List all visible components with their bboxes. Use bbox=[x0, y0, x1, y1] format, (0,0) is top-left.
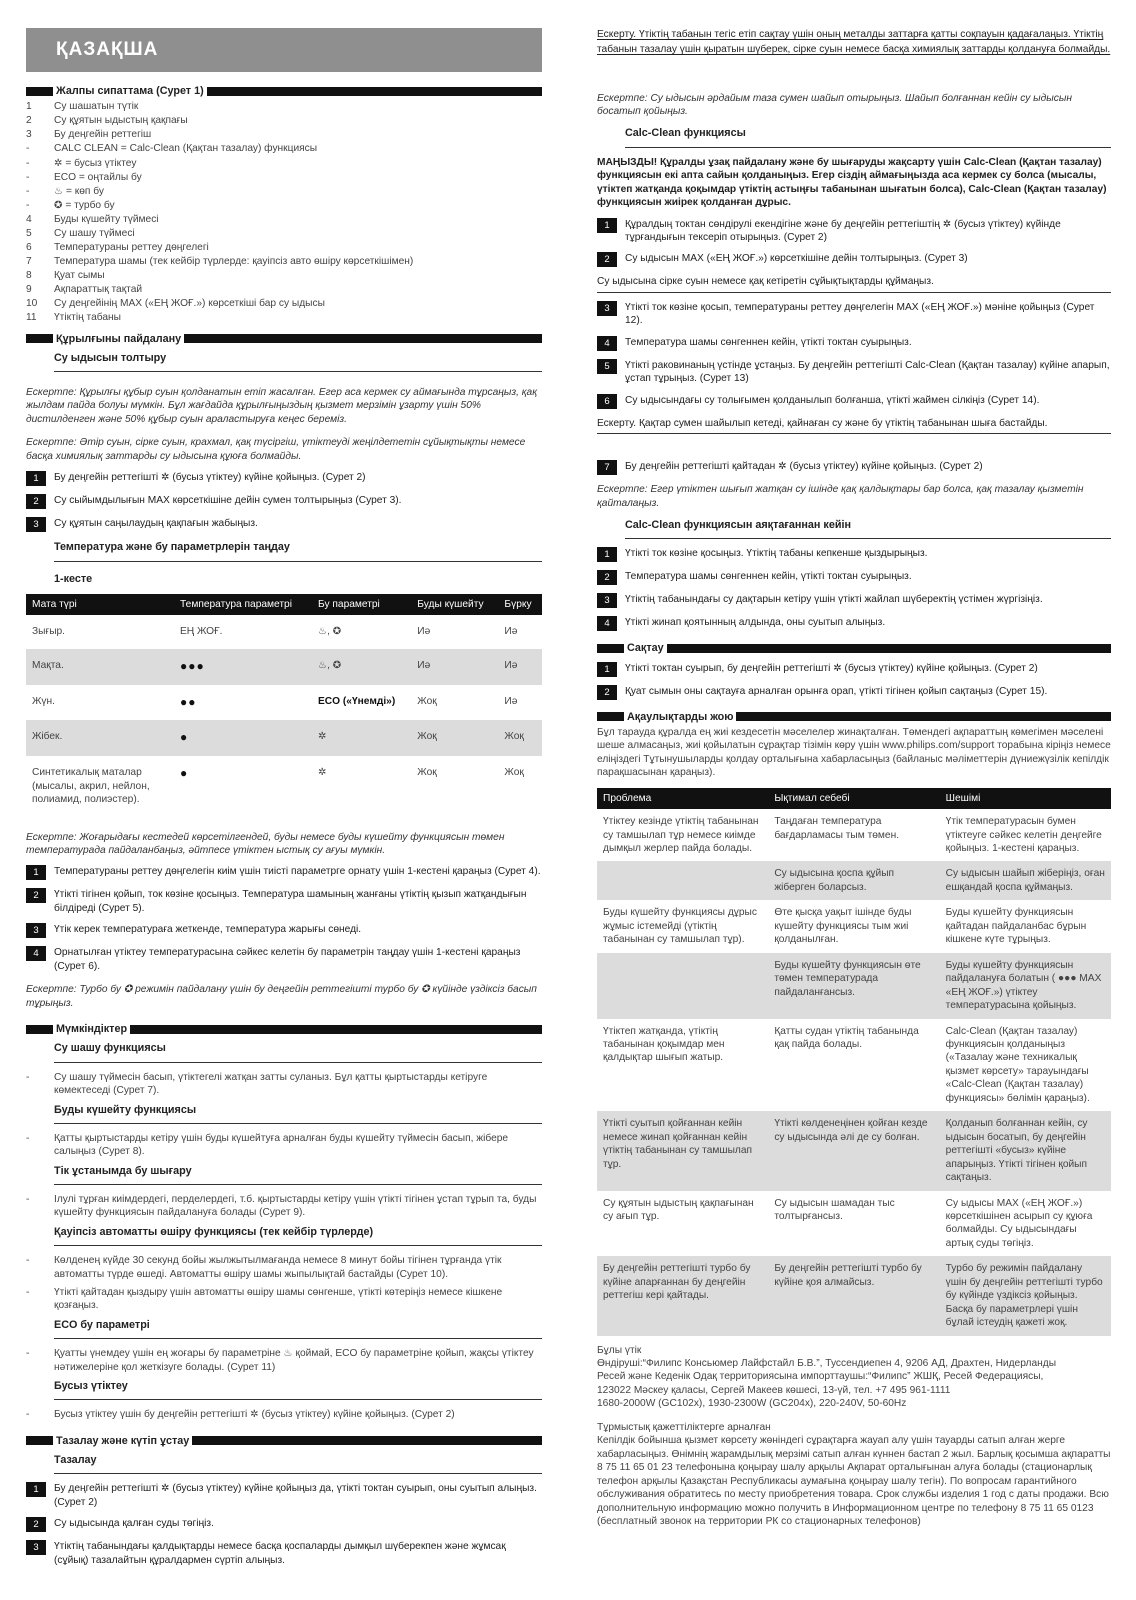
part-number: - bbox=[26, 171, 30, 183]
section-troubleshooting bbox=[597, 710, 1111, 724]
subsection-title: Calc-Clean функциясын аяқтағаннан кейін bbox=[625, 518, 1111, 539]
column-header: Температура параметрі bbox=[174, 594, 312, 615]
table-cell: Мақта. bbox=[26, 649, 174, 685]
table-cell: ECO («Үнемді») bbox=[318, 695, 396, 707]
step bbox=[26, 888, 542, 915]
footer-line: 1680-2000W (GC102x), 1930-2300W (GC204x), 220-240V, 50-60Hz bbox=[597, 1398, 907, 1410]
step-number: 2 bbox=[597, 685, 617, 700]
part-label: Ақпараттық тақтай bbox=[54, 284, 143, 296]
step-number: 1 bbox=[26, 865, 46, 880]
part-number: 5 bbox=[26, 227, 32, 239]
step-number: 1 bbox=[597, 547, 617, 562]
table-cell: Жоқ bbox=[504, 767, 524, 779]
part-label: Су шашу түймесі bbox=[54, 227, 135, 239]
part-label: ✲ = бусыз үтіктеу bbox=[54, 157, 137, 169]
step: 2 Су ыдысын MAX («ЕҢ ЖОҒ.») көрсеткішіне дейін толтырыңыз. (Сурет 3) bbox=[597, 252, 1111, 267]
step-text: Температура шамы сөнгеннен кейін, үтікті токтан суырыңыз. bbox=[625, 571, 912, 583]
part-item bbox=[26, 199, 542, 213]
feature-text: - Қуатты үнемдеу үшін ең жоғары бу параметріне ♨ қоймай, ECO бу параметріне қойып, жақсы үтіктеу нәтижелеріне қол жеткізуге болады. (Сурет 11) bbox=[26, 1348, 534, 1373]
part-item bbox=[26, 311, 542, 325]
table-cell: Иә bbox=[504, 695, 518, 707]
table-cell: Иә bbox=[504, 626, 518, 638]
part-number: - bbox=[26, 199, 30, 211]
part-item bbox=[26, 128, 542, 142]
temp-steps bbox=[26, 865, 542, 973]
part-label: ♨ = көп бу bbox=[54, 185, 104, 197]
table-row bbox=[597, 1111, 1111, 1190]
important-text: МАҢЫЗДЫ! Құралды ұзақ пайдалану және бу шығаруды жақсарту үшін Calc-Clean (Қақтан тазалау) функциясын екі апта сайын қолданыңыз. Егер сіздің аймағыңызда аса кермек су болса (мысалы, үтіктеп жатқанда қоқымдар үтіктің астыңғы табанынан шығатын болса), Calc-Clean (Қақтан тазалау) функциясын жиірек қолданған дұрыс. bbox=[597, 156, 1107, 209]
note: Ескертпе: Су ыдысын әрдайым таза сумен шайып отырыңыз. Шайып болғаннан кейін су ыдысын босатып қойыңыз. bbox=[597, 92, 1072, 118]
step bbox=[26, 923, 542, 938]
table-cell bbox=[597, 861, 768, 900]
feature-text: - Қатты қыртыстарды кетіру үшін буды күшейтуға арналған буды күшейту түймесін басып, жіберe салыңыз (Сурет 8). bbox=[26, 1132, 509, 1158]
part-item bbox=[26, 283, 542, 297]
step: 6 Су ыдысындағы су толығымен қолданылып болғанша, үтікті жаймен сілкіңіз (Сурет 14). bbox=[597, 394, 1111, 409]
step-number: 4 bbox=[597, 616, 617, 631]
parts-list bbox=[26, 100, 542, 325]
table-cell: Қолданып болғаннан кейін, су ыдысын босатып, бу деңгейін реттегішті «бусыз» күйіне апарыңыз. Үтікті тігінен қойып сақтаңыз. bbox=[940, 1111, 1111, 1190]
step-number: 2 bbox=[26, 494, 46, 509]
step-number: 3 bbox=[26, 923, 46, 938]
part-number: 9 bbox=[26, 284, 32, 296]
table-cell: Су ыдысын шайып жіберіңіз, оған ешқандай қоспа құймаңыз. bbox=[940, 861, 1111, 900]
footer-block bbox=[597, 1344, 1111, 1411]
part-label: Су құятын ыдыстың қақпағы bbox=[54, 115, 188, 127]
footer-info bbox=[597, 1344, 1111, 1529]
step bbox=[26, 946, 542, 973]
warning-text: Су ыдысына сірке суын немесе қақ кетіретін сұйықтықтарды құймаңыз. bbox=[597, 275, 1111, 292]
section-cleaning bbox=[26, 1434, 542, 1448]
part-label: ECO = оңтайлы бу bbox=[54, 171, 142, 183]
step-number: 2 bbox=[597, 570, 617, 585]
part-number: 8 bbox=[26, 270, 32, 282]
table-cell: Синтетикалық маталар (мысалы, акрил, нейлон, полиамид, полиэстер). bbox=[32, 767, 150, 806]
subsection-title: Бусыз үтіктеу bbox=[54, 1379, 542, 1400]
step bbox=[26, 517, 542, 532]
step-number: 3 bbox=[597, 593, 617, 608]
table-row bbox=[26, 649, 542, 685]
step-text: Үтікті токтан суырып, бу деңгейін реттегішті ✲ (бусыз үтіктеу) күйіне қойыңыз. (Сурет 2) bbox=[625, 662, 1038, 674]
column-header: Бу параметрі bbox=[312, 594, 411, 615]
table-cell: Буды күшейту функциясын өте төмен температурада пайдаланғансыз. bbox=[768, 953, 939, 1019]
footer-block bbox=[597, 1421, 1111, 1529]
table-row bbox=[597, 861, 1111, 900]
table-row bbox=[26, 615, 542, 648]
section-features bbox=[26, 1022, 542, 1036]
part-label: Температура шамы (тек кейбір түрлерде: қауіпсіз авто өшіру көрсеткішімен) bbox=[54, 256, 414, 268]
part-label: Буды күшейту түймесі bbox=[54, 213, 159, 225]
section-use bbox=[26, 332, 542, 346]
table-cell: Жоқ bbox=[417, 767, 437, 779]
step-number: 2 bbox=[26, 888, 46, 903]
subsection-title: Су ыдысын толтыру bbox=[54, 351, 542, 372]
table-row bbox=[597, 953, 1111, 1019]
step: 1 Құралдың токтан сөндірулі екендігіне және бу деңгейін реттегіштің ✲ (бусыз үтіктеу) күйінде тұрғандығын тексеріп отырыңыз. (Сурет 2) bbox=[597, 218, 1111, 245]
table-cell: Таңдаған температура бағдарламасы тым төмен. bbox=[774, 816, 900, 841]
table-cell: ♨, ✪ bbox=[318, 626, 342, 638]
step: 5 Үтікті раковинаның үстінде ұстаңыз. Бу деңгейін реттегішті Calc-Clean (Қақтан тазалау) күйіне апарып, ұстап тұрыңыз. (Сурет 13) bbox=[597, 359, 1111, 386]
table-cell: Үтіктеу кезінде үтіктің табанынан су тамшылап тұр немесе киімде дымқыл жерлер пайда болады. bbox=[603, 816, 759, 854]
table-cell: Су ыдысы MAX («ЕҢ ЖОҒ.») көрсеткішінен асырып су құюға болмайды. Су ыдысындағы артық суды төгіңіз. bbox=[945, 1197, 1093, 1249]
part-item bbox=[26, 100, 542, 114]
step bbox=[26, 494, 542, 509]
step-text: Су сыйымдылығын MAX көрсеткішіне дейін сумен толтырыңыз (Сурет 3). bbox=[54, 495, 402, 507]
feature-text: - Үтікті қайтадан қыздыру үшін автоматты өшіру шамы сөнгенше, үтікті көтеріңіз немесе кішкене қозғаңыз. bbox=[26, 1287, 503, 1312]
table-cell: Су ыдысын шамадан тыс толтырғансыз. bbox=[774, 1197, 895, 1222]
table-header-row bbox=[26, 594, 542, 615]
section-heading: Сақтау bbox=[627, 642, 664, 655]
right-column bbox=[597, 28, 1111, 1528]
table-row bbox=[26, 756, 542, 816]
table-cell: Қатты судан үтіктің табанында қақ пайда болады. bbox=[774, 1025, 919, 1050]
part-item bbox=[26, 241, 542, 255]
footer-line: Ресей және Кеденік Одақ территориясына импорттаушы:“Филипс” ЖШҚ, Ресей Федерациясы, bbox=[597, 1371, 1044, 1383]
part-item bbox=[26, 297, 542, 311]
column-header: Мата түрі bbox=[26, 594, 174, 615]
note: Ескертпе: Әтір суын, сірке суын, крахмал, қақ түсіргіш, үтіктеуді жеңілдететін сұйықтықты немесе басқа химиялық заттарды су ыдысына құюға болмайды. bbox=[26, 437, 526, 462]
caution-text: Ескерту. Қақтар сумен шайылып кетеді, қайнаған су және бу үтіктің табанынан шыға бастайды. bbox=[597, 417, 1111, 434]
table-cell: Жібек. bbox=[26, 720, 174, 756]
part-label: CALC CLEAN = Calc-Clean (Қақтан тазалау) функциясы bbox=[54, 143, 318, 155]
part-number: 1 bbox=[26, 101, 32, 113]
table-cell bbox=[597, 953, 768, 1019]
table-cell: Буды күшейту функциясын пайдалануға болатын ( ●●● MAX «ЕҢ ЖОҒ.») үтіктеу температурасына қойыңыз. bbox=[940, 953, 1111, 1019]
table-cell: Жүн. bbox=[32, 695, 55, 707]
table-cell: ●●● bbox=[174, 649, 312, 685]
step-text: Температураны реттеу дөңгелегін киім үшін тиісті параметрге орнату үшін 1-кестені қараңыз (Сурет 4). bbox=[54, 866, 541, 878]
step bbox=[26, 1482, 542, 1509]
step-text: Су ыдысында қалған суды төгіңіз. bbox=[54, 1518, 214, 1530]
step bbox=[26, 865, 542, 880]
table-cell: Өте қысқа уақыт ішінде буды күшейту функциясы тым жиі қолданылған. bbox=[774, 907, 912, 946]
footer-line: Тұрмыстық қажеттіліктерге арналған bbox=[597, 1421, 771, 1433]
step bbox=[597, 616, 1111, 631]
step-number: 1 bbox=[26, 1482, 46, 1497]
step-number: 3 bbox=[26, 517, 46, 532]
table-cell: Зығыр. bbox=[32, 626, 66, 638]
table-cell: Иә bbox=[411, 649, 498, 685]
step bbox=[26, 1517, 542, 1532]
feature-text: - Су шашу түймесін басып, үтіктегелі жатқан затты суланыз. Бұл қатты қыртыстарды кетіруге көмектеседі (Сурет 7). bbox=[26, 1071, 488, 1097]
table-cell: Үтікті көлденеңінен қойған кезде су ыдысында әлі де су болған. bbox=[768, 1111, 939, 1190]
step bbox=[597, 593, 1111, 608]
note: Ескертпе: Жоғарыдағы кестедей көрсетілгендей, буды немесе буды күшейту функциясын төмен температурада пайдаланбаңыз, әйтпесе үтіктен ыстық су ағуы мүмкін. bbox=[26, 831, 505, 856]
step: 3 Үтікті ток көзіне қосып, температураны реттеу дөңгелегін MAX («ЕҢ ЖОҒ.») мәніне қойыңыз (Сурет 12). bbox=[597, 301, 1111, 328]
step bbox=[597, 547, 1111, 562]
table-cell: Буды күшейту функциясы дұрыс жұмыс істемейді (үтіктің табанынан су тамшылап тұр). bbox=[603, 907, 757, 946]
column-header: Бүрку bbox=[498, 594, 542, 615]
table-row bbox=[597, 1256, 1111, 1335]
column-header: Ықтимал себебі bbox=[768, 788, 939, 809]
step-text: Үтік керек температураға жеткенде, температура жарығы сөнеді. bbox=[54, 924, 362, 936]
step bbox=[597, 662, 1111, 677]
part-number: - bbox=[26, 157, 30, 169]
table-cell: ♨, ✪ bbox=[312, 649, 411, 685]
section-heading: Тазалау және күтіп ұстау bbox=[56, 1434, 190, 1447]
table-cell: Бу деңгейін реттегішті турбо бу күйіне қоя алмайсыз. bbox=[768, 1256, 939, 1335]
note: Ескертпе: Турбо бу ✪ режимін пайдалану үшін бу деңгейін реттегішті турбо бу ✪ күйінде үздіксіз басып тұрыңыз. bbox=[26, 984, 537, 1009]
part-number: 2 bbox=[26, 115, 32, 127]
step-text: Бу деңгейін реттегішті ✲ (бусыз үтіктеу) күйіне қойыңыз. (Сурет 2) bbox=[54, 472, 366, 484]
step bbox=[597, 570, 1111, 585]
clean-steps bbox=[26, 1482, 542, 1567]
fill-steps bbox=[26, 471, 542, 532]
left-column bbox=[26, 28, 542, 1575]
step-number: 1 bbox=[26, 471, 46, 486]
subsection-title: Calc-Clean функциясы bbox=[625, 126, 1111, 147]
table-row bbox=[597, 1019, 1111, 1112]
subsection-title: Температура және бу параметрлерін таңдау bbox=[54, 540, 542, 561]
step bbox=[597, 685, 1111, 700]
feature-text: - Бусыз үтіктеу үшін бу деңгейін реттегішті ✲ (бусыз үтіктеу) күйіне қойыңыз. (Сурет 2) bbox=[26, 1409, 455, 1421]
subsection-title: Су шашу функциясы bbox=[54, 1041, 542, 1062]
part-label: Су шашатын түтік bbox=[54, 101, 139, 113]
table-cell: Үтікті суытып қойғаннан кейін немесе жинап қойғаннан кейін үтіктің табанынан су тамшылап тұр. bbox=[597, 1111, 768, 1190]
part-item bbox=[26, 157, 542, 171]
table-row bbox=[597, 900, 1111, 952]
table-cell: ● bbox=[180, 766, 189, 781]
note: Ескертпе: Егер үтіктен шығып жатқан су ішінде қақ қалдықтары бар болса, қақ тазалау қызметін қайталаңыз. bbox=[597, 484, 1084, 509]
section-heading: Жалпы сипаттама (Сурет 1) bbox=[56, 85, 204, 97]
part-item bbox=[26, 269, 542, 283]
step-text: Су құятын саңылаудың қақпағын жабыңыз. bbox=[54, 518, 258, 530]
footer-line: 123022 Мәскеу қаласы, Сергей Макеев көшесі, 13-үй, тел. +7 495 961-1111 bbox=[597, 1384, 951, 1396]
table-cell: ✲ bbox=[318, 767, 327, 779]
step-number: 1 bbox=[597, 662, 617, 677]
subsection-title: Буды күшейту функциясы bbox=[54, 1103, 542, 1124]
language-title: ҚАЗАҚША bbox=[26, 28, 542, 72]
table-cell: Бу деңгейін реттегішті турбо бу күйіне апарғаннан бу деңгейін реттегіш кері қайтады. bbox=[597, 1256, 768, 1335]
section-heading: Мүмкіндіктер bbox=[56, 1023, 128, 1036]
table-cell: ●● bbox=[180, 694, 197, 709]
table-cell: Calc-Clean (Қақтан тазалау) функциясын қолданыңыз («Тазалау және техникалық қызмет көрсету» тарауындағы «Calc-Clean (Қақтан тазалау) функциясы» бөлімін қараңыз). bbox=[945, 1025, 1090, 1104]
step-number: 3 bbox=[26, 1540, 46, 1555]
table-cell: Үтіктеп жатқанда, үтіктің табанынан қоқымдар мен қалдықтар шығып жатыр. bbox=[603, 1025, 725, 1064]
subsection-title: Тік ұстанымда бу шығару bbox=[54, 1164, 542, 1185]
table-cell: ✲ bbox=[312, 720, 411, 756]
feature-text: - Көлденең күйде 30 секунд бойы жылжытылмағанда немесе 8 минут бойы тігінен тұрғанда үтік автоматты түрде өшеді. Автоматты өшіру шамы жыпылықтай бастайды (Сурет 10). bbox=[26, 1255, 502, 1280]
step-text: Үтіктің табанындағы су дақтарын кетіру үшін үтікті жайлап шүберектің үстімен жүргізіңіз. bbox=[625, 594, 1043, 606]
step-text: Бу деңгейін реттегішті ✲ (бусыз үтіктеу) күйіне қойыңыз да, үтікті токтан суырып, оны суытып алыңыз. (Сурет 2) bbox=[54, 1483, 537, 1508]
section-heading: Құрылғыны пайдалану bbox=[56, 332, 182, 345]
table-row bbox=[26, 720, 542, 756]
subsection-title: Тазалау bbox=[54, 1453, 542, 1474]
table-cell: ● bbox=[174, 720, 312, 756]
part-number: 6 bbox=[26, 242, 32, 254]
table-header-row bbox=[597, 788, 1111, 809]
step-text: Үтікті ток көзіне қосыңыз. Үтіктің табаны кепкенше қыздырыңыз. bbox=[625, 548, 928, 560]
part-number: 10 bbox=[26, 298, 38, 310]
table-row bbox=[26, 685, 542, 721]
step-text: Үтікті жинап қоятынның алдында, оны суытып алыңыз. bbox=[625, 617, 886, 629]
section-heading: Ақаулықтарды жою bbox=[627, 710, 734, 723]
part-number: 4 bbox=[26, 213, 32, 225]
part-label: Бу деңгейін реттегіш bbox=[54, 129, 152, 141]
table-cell: ЕҢ ЖОҒ. bbox=[180, 626, 223, 638]
table-cell: Турбо бу режимін пайдалану үшін бу деңгейін реттегішті турбо бу күйінде үздіксіз қойыңыз. Басқа бу параметрлері үшін бұлай істеудің қажеті жоқ. bbox=[940, 1256, 1111, 1335]
table-cell: Жоқ bbox=[411, 720, 498, 756]
step: 4 Температура шамы сөнгеннен кейін, үтікті токтан суырыңыз. bbox=[597, 336, 1111, 351]
part-item bbox=[26, 227, 542, 241]
part-item bbox=[26, 185, 542, 199]
column-header: Проблема bbox=[597, 788, 768, 809]
column-header: Буды күшейту bbox=[411, 594, 498, 615]
footer-line: Кепілдік бойынша қызмет көрсету жөніндегі сұрақтарға жауап алу үшін тауарды сатып алған жерге хабарласыңыз. Өнімнің жарамдылық мерзімі сатып алған күннен бастап 2 жыл. Барлық қосымша ақпаратты 8 75 11 65 01 23 телефонына қоңырау шалу арқылы Ақпарат орталығынан алуға болады (стационарлық телефон арқылы Қазақстан Республикасы аумағына қоңырау шалу тегін). По вопросам гарантийного обслуживания обратитесь по месту приобретения товара. Срок службы изделия 1 год с даты продажи. Всю дополнительную информацию можно получить в Информационном центре по телефону 8 75 11 65 0123 (бесплатный звонок на территории РК со стационарных телефонов) bbox=[597, 1435, 1111, 1528]
after-steps bbox=[597, 547, 1111, 631]
section-general bbox=[26, 84, 542, 98]
part-number: 3 bbox=[26, 129, 32, 141]
trouble-intro: Бұл тарауда құралда ең жиі кездесетін мәселелер жинақталған. Төмендегі ақпараттың көмегімен мәселені шеше алмасаңыз, жиі қойылатын сұрақтар тізімін көру үшін www.philips.com/support торабына кіріңіз немесе еліңіздегі Тұтынушыларды қолдау орталығына хабарласыңыз (байланыс мәліметтерін дүниежүзілік кепілдік парақшасынан қараңыз). bbox=[597, 726, 1111, 779]
step-text: Қуат сымын оны сақтауға арналған орынға орап, үтікті тігінен қойып сақтаңыз (Сурет 15). bbox=[625, 685, 1048, 697]
part-item bbox=[26, 213, 542, 227]
footer-line: Өндіруші:“Филипс Консьюмер Лайфстайл Б.В.”, Туссендиепен 4, 9206 АД, Драхтен, Нидерланды bbox=[597, 1358, 1057, 1370]
table-cell: Үтік температурасын бумен үтіктеуге сәйкес келетін деңгейге қойыңыз. 1-кестені қараңыз. bbox=[945, 816, 1102, 854]
part-number: 11 bbox=[26, 312, 37, 324]
part-label: Температураны реттеу дөңгелегі bbox=[54, 242, 209, 254]
part-number: 7 bbox=[26, 256, 32, 268]
step-number: 4 bbox=[26, 946, 46, 961]
step-text: Үтікті тігінен қойып, ток көзіне қосыңыз. Температура шамының жанғаны үтіктің қызып жатқандығын білдіреді (Сурет 5). bbox=[54, 889, 527, 914]
part-item bbox=[26, 255, 542, 269]
part-item bbox=[26, 142, 542, 156]
table-cell: Жоқ bbox=[417, 695, 437, 707]
part-label: Үтіктің табаны bbox=[54, 312, 121, 324]
table-cell: Иә bbox=[498, 649, 542, 685]
part-number: - bbox=[26, 143, 30, 155]
table-row bbox=[597, 1191, 1111, 1257]
step bbox=[26, 471, 542, 486]
step bbox=[26, 1540, 542, 1567]
step-number: 2 bbox=[26, 1517, 46, 1532]
table-cell: Жоқ bbox=[498, 720, 542, 756]
step: 7 Бу деңгейін реттегішті қайтадан ✲ (бусыз үтіктеу) күйіне қойыңыз. (Сурет 2) bbox=[597, 460, 1111, 475]
table-cell: Су құятын ыдыстың қақпағынан су ағып тұр. bbox=[603, 1197, 754, 1222]
part-label: ✪ = турбо бу bbox=[54, 199, 115, 211]
table-title: 1-кесте bbox=[54, 572, 93, 585]
table-cell: Су ыдысына қоспа құйып жіберген боларсыз. bbox=[768, 861, 939, 900]
part-number: - bbox=[26, 185, 30, 197]
section-storage bbox=[597, 641, 1111, 655]
subsection-title: ECO бу параметрі bbox=[54, 1318, 542, 1339]
table-cell: Буды күшейту функциясын қайтадан пайдаланбас бұрын кішкене күте тұрыңыз. bbox=[945, 907, 1087, 946]
subsection-title: Қауіпсіз автоматты өшіру функциясы (тек кейбір түрлерде) bbox=[54, 1225, 542, 1246]
part-label: Су деңгейінің MAX («ЕҢ ЖОҒ.») көрсеткіші бар су ыдысы bbox=[54, 298, 325, 310]
part-item bbox=[26, 114, 542, 128]
column-header: Шешімі bbox=[940, 788, 1111, 809]
feature-text: - Ілулі тұрған киімдердегі, перделердегі, т.б. қыртыстарды кетіру үшін үтікті тігінен ұстап тұрып та, буды күшейту функциясын пайдалануға болады (Сурет 9). bbox=[26, 1193, 537, 1219]
note: Ескертпе: Құрылғы құбыр суын қолданатын етіп жасалған. Егер аса кермек су аймағында тұрсаңыз, қақ жылдам пайда болуы мүмкін. Бұл жағдайда құрылғыңыздың қызмет мерзімін ұзарту үшін 50% дистилденген және 50% құбыр суын араластыруға кеңес береміз. bbox=[26, 387, 538, 425]
table-row bbox=[597, 809, 1111, 861]
footer-line: Бұлы үтік bbox=[597, 1344, 642, 1356]
part-label: Қуат сымы bbox=[54, 270, 105, 282]
caution-text: Ескерту. Үтіктің табанын тегіс етіп сақтау үшін оның металды заттарға қатты соқпауын қадағалаңыз. Үтіктің табанын тазалау үшін қыратын шүберек, сірке суын немесе басқа химиялық заттарды қолдануға болмайды. bbox=[597, 29, 1111, 55]
troubleshooting-table bbox=[597, 788, 1111, 1336]
step-text: Үтіктің табанындағы қалдықтарды немесе басқа қоспаларды дымқыл шүберекпен және жұмсақ (сұйық) тазалайтын құралдармен сүртіп алыңыз. bbox=[54, 1541, 506, 1566]
part-item bbox=[26, 171, 542, 185]
step-text: Орнатылған үтіктеу температурасына сәйкес келетін бу параметрін таңдау үшін 1-кестені қараңыз (Сурет 6). bbox=[54, 947, 521, 972]
storage-steps bbox=[597, 662, 1111, 700]
fabric-table bbox=[26, 594, 542, 817]
table-cell: Иә bbox=[417, 626, 431, 638]
